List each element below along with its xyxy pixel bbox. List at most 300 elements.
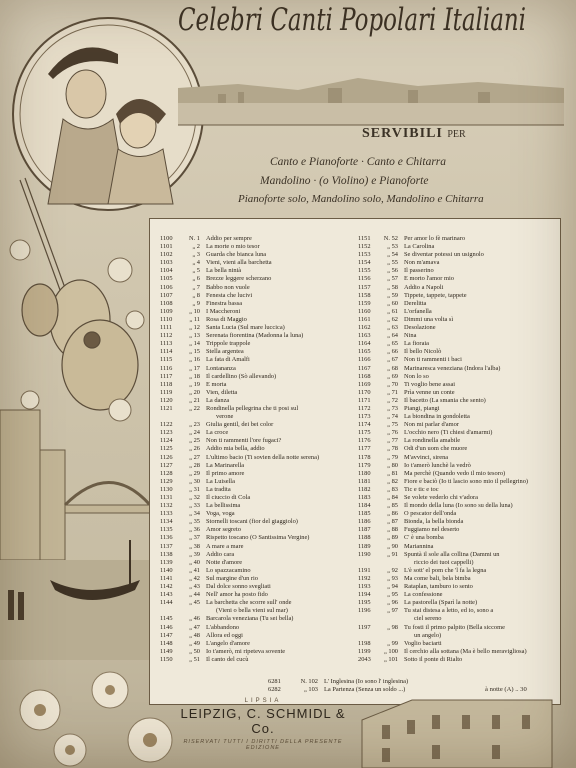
song-title: Ti voglio bene assai bbox=[404, 380, 456, 388]
song-title: (Vieni o bella vieni sul mar) bbox=[216, 607, 288, 615]
song-title: C' è una bomba bbox=[404, 534, 444, 542]
song-row bbox=[358, 470, 556, 478]
song-row bbox=[358, 243, 556, 251]
song-title: Il ciuccio di Cola bbox=[206, 494, 251, 501]
song-title: Guarda che bianca luna bbox=[206, 251, 267, 259]
song-number: „ 9 bbox=[192, 299, 200, 307]
catalog-number: 1166 bbox=[358, 356, 371, 364]
publisher-name: LEIPZIG, C. SCHMIDL & Co. bbox=[180, 706, 346, 736]
song-row bbox=[160, 486, 356, 494]
catalog-number: 1140 bbox=[160, 566, 173, 574]
song-title: La biondina in gondoletta bbox=[404, 413, 470, 421]
catalog-number: 1185 bbox=[358, 510, 371, 518]
song-title: Fuggiamo nel deserto bbox=[404, 526, 460, 534]
song-number: „ 63 bbox=[387, 324, 398, 332]
song-number: „ 44 bbox=[189, 591, 200, 599]
catalog-number: 1117 bbox=[160, 372, 173, 380]
song-number: „ 21 bbox=[189, 396, 200, 404]
song-title: Vieni, vieni alla barchetta bbox=[206, 259, 272, 267]
song-row bbox=[160, 389, 356, 397]
catalog-number: 1139 bbox=[160, 558, 173, 566]
catalog-number: 1156 bbox=[358, 275, 371, 283]
catalog-number: 1182 bbox=[358, 485, 371, 493]
song-number: „ 40 bbox=[189, 558, 200, 566]
song-number: „ 59 bbox=[387, 291, 398, 299]
song-number: „ 77 bbox=[387, 437, 398, 445]
song-row bbox=[160, 478, 356, 486]
song-row bbox=[160, 648, 356, 656]
catalog-number: 1149 bbox=[160, 647, 173, 655]
song-title: Marinaresca veneziana (Indora l'alba) bbox=[404, 364, 501, 372]
song-number: „ 29 bbox=[189, 469, 200, 477]
catalog-number: 1157 bbox=[358, 283, 371, 291]
song-number: „ 73 bbox=[387, 404, 398, 412]
song-row bbox=[358, 429, 556, 437]
catalog-number: 1138 bbox=[160, 550, 173, 558]
song-row bbox=[358, 275, 556, 283]
song-row bbox=[358, 656, 556, 664]
song-title: Per amor lo fè marinaro bbox=[404, 235, 466, 242]
catalog-number: 1147 bbox=[160, 631, 173, 639]
catalog-number: 1114 bbox=[160, 348, 173, 356]
song-number: „ 49 bbox=[189, 639, 200, 647]
catalog-number bbox=[160, 607, 178, 615]
catalog-number: 1151 bbox=[358, 235, 371, 242]
song-title: L'angelo d'amore bbox=[206, 639, 251, 647]
catalog-number: 1129 bbox=[160, 477, 173, 485]
song-row bbox=[160, 559, 356, 567]
catalog-number: 1168 bbox=[358, 372, 371, 380]
song-row bbox=[160, 591, 356, 599]
song-title: La barchetta che scorre sull' onde bbox=[206, 599, 292, 607]
song-number: „ 82 bbox=[387, 477, 398, 485]
song-title: La Carolina bbox=[404, 243, 435, 251]
song-title: La bella ninià bbox=[206, 267, 242, 275]
catalog-number: 1118 bbox=[160, 380, 173, 388]
song-title: Addio cara bbox=[206, 550, 235, 558]
song-row bbox=[358, 462, 556, 470]
song-title: un angelo) bbox=[414, 631, 442, 639]
song-number: „ 37 bbox=[189, 534, 200, 542]
song-number: „ 81 bbox=[387, 469, 398, 477]
song-title: Addio mia bella, addio bbox=[206, 445, 265, 453]
song-number: „ 20 bbox=[189, 388, 200, 396]
song-row bbox=[358, 591, 556, 599]
song-title: Piangi, piangi bbox=[404, 404, 440, 412]
song-row bbox=[358, 478, 556, 486]
song-title: Addio per sempre bbox=[206, 235, 252, 242]
song-number: „ 56 bbox=[387, 267, 398, 275]
catalog-number: 1158 bbox=[358, 291, 371, 299]
song-title: Rataplan, tamburo io sento bbox=[404, 583, 473, 591]
catalog-number: 1154 bbox=[358, 259, 371, 267]
song-title: riccio dei tuoi cappelli) bbox=[414, 558, 474, 566]
catalog-number: 1143 bbox=[160, 591, 173, 599]
song-title: Trippole trappole bbox=[206, 340, 251, 348]
song-number: „ 87 bbox=[387, 518, 398, 526]
song-number: „ 97 bbox=[387, 607, 398, 615]
song-row bbox=[160, 632, 356, 640]
song-row bbox=[358, 624, 556, 632]
song-list-left-column bbox=[160, 235, 356, 664]
song-number: „ 100 bbox=[383, 647, 398, 655]
song-number: „ 39 bbox=[189, 550, 200, 558]
song-number: „ 51 bbox=[189, 655, 200, 663]
song-title: Non ti rammenti i baci bbox=[404, 356, 462, 364]
song-row bbox=[160, 534, 356, 542]
song-title: Santa Lucia (Sul mare luccica) bbox=[206, 324, 285, 332]
page-title: Celebri Canti Popolari Italiani bbox=[178, 2, 527, 38]
catalog-number: 1153 bbox=[358, 251, 371, 259]
catalog-number: 1137 bbox=[160, 542, 173, 550]
catalog-number: 1160 bbox=[358, 307, 371, 315]
song-title: Babbo non vuole bbox=[206, 283, 250, 291]
catalog-number: 1144 bbox=[160, 599, 173, 607]
song-number: „ 98 bbox=[387, 623, 398, 631]
song-row bbox=[160, 251, 356, 259]
song-title: La confessione bbox=[404, 591, 443, 599]
publisher-block bbox=[168, 698, 358, 751]
song-row bbox=[358, 599, 556, 607]
song-number: „ 65 bbox=[387, 340, 398, 348]
song-title: Sul margine d'un rio bbox=[206, 574, 258, 582]
catalog-number: 1100 bbox=[160, 235, 173, 242]
song-title: Nina bbox=[404, 332, 417, 340]
song-row bbox=[358, 454, 556, 462]
song-row bbox=[160, 413, 356, 421]
song-row bbox=[358, 551, 556, 559]
song-title: Dimmi una volta sì bbox=[404, 315, 454, 323]
catalog-number: 1165 bbox=[358, 348, 371, 356]
song-title: Odi d'un uom che muore bbox=[404, 445, 468, 453]
song-title: Desolazione bbox=[404, 324, 436, 332]
song-row bbox=[358, 267, 556, 275]
song-row bbox=[160, 462, 356, 470]
song-number: „ 66 bbox=[387, 348, 398, 356]
catalog-number: 1194 bbox=[358, 591, 371, 599]
song-row bbox=[358, 486, 556, 494]
catalog-number: 1193 bbox=[358, 583, 371, 591]
catalog-number bbox=[358, 632, 376, 640]
catalog-number: 1134 bbox=[160, 518, 173, 526]
palazzo-illustration bbox=[352, 690, 562, 768]
song-number bbox=[376, 559, 404, 567]
song-title: L'è sott' el pom che 'l fa la legna bbox=[404, 566, 487, 574]
catalog-number: 1163 bbox=[358, 332, 371, 340]
song-title: Tu stai distesa a letto, ed io, sono a bbox=[404, 607, 494, 615]
servibili-heading bbox=[362, 126, 466, 142]
catalog-number: 1167 bbox=[358, 364, 371, 372]
song-number: „ 4 bbox=[192, 259, 200, 267]
song-number: „ 30 bbox=[189, 477, 200, 485]
song-number: „ 71 bbox=[387, 388, 398, 396]
catalog-number: 1124 bbox=[160, 437, 173, 445]
song-row bbox=[358, 632, 556, 640]
song-row bbox=[160, 615, 356, 623]
catalog-number: 1127 bbox=[160, 461, 173, 469]
song-row bbox=[160, 502, 356, 510]
catalog-number: 1169 bbox=[358, 380, 371, 388]
catalog-number: 1132 bbox=[160, 502, 173, 510]
song-number: „ 96 bbox=[387, 599, 398, 607]
song-title: Finestra bassa bbox=[206, 299, 243, 307]
song-title: Il cardellino (Sò allevando) bbox=[206, 372, 277, 380]
song-title: L'abbandono bbox=[206, 623, 240, 631]
song-row bbox=[358, 300, 556, 308]
song-row bbox=[358, 543, 556, 551]
song-number: „ 50 bbox=[189, 647, 200, 655]
song-title: Tu fosti il primo palpito (Bella siccome bbox=[404, 623, 505, 631]
arrangement-line-2: Mandolino · (o Violino) e Pianoforte bbox=[260, 175, 429, 187]
catalog-number: 1106 bbox=[160, 283, 173, 291]
song-title: Spuntà il sole alla collina (Dammi un bbox=[404, 550, 500, 558]
catalog-number: 1101 bbox=[160, 243, 173, 251]
song-row bbox=[358, 518, 556, 526]
catalog-number: 1131 bbox=[160, 494, 173, 501]
song-title: Serenata fiorentina (Madonna la luna) bbox=[206, 332, 304, 340]
song-number: „ 64 bbox=[387, 332, 398, 340]
song-list-panel bbox=[149, 218, 561, 705]
catalog-number: 1115 bbox=[160, 356, 173, 364]
catalog-number: 1130 bbox=[160, 485, 173, 493]
catalog-number: 1196 bbox=[358, 607, 371, 615]
song-number: „ 58 bbox=[387, 283, 398, 291]
song-number: „ 23 bbox=[189, 421, 200, 429]
song-title: Ma come bali, bela bimba bbox=[404, 574, 471, 582]
song-title: Il bello Nicolò bbox=[404, 348, 442, 356]
song-row bbox=[358, 567, 556, 575]
song-row bbox=[358, 648, 556, 656]
per-label: PER bbox=[447, 129, 466, 140]
song-number: „ 31 bbox=[189, 485, 200, 493]
song-number bbox=[376, 615, 404, 623]
catalog-number: 1102 bbox=[160, 251, 173, 259]
song-row bbox=[358, 332, 556, 340]
song-number: „ 33 bbox=[189, 502, 200, 510]
song-number: N. 1 bbox=[188, 235, 200, 242]
song-row bbox=[160, 551, 356, 559]
catalog-number: 1113 bbox=[160, 340, 173, 348]
song-row bbox=[358, 308, 556, 316]
song-number: „ 61 bbox=[387, 307, 398, 315]
song-number: „ 80 bbox=[387, 461, 398, 469]
catalog-number: 1112 bbox=[160, 332, 173, 340]
song-title: La fata di Amalfi bbox=[206, 356, 250, 364]
song-row bbox=[358, 534, 556, 542]
catalog-number: 1128 bbox=[160, 469, 173, 477]
song-row bbox=[160, 308, 356, 316]
servibili-label: SERVIBILI bbox=[362, 126, 443, 141]
song-number: „ 25 bbox=[189, 437, 200, 445]
song-row bbox=[160, 332, 356, 340]
song-row bbox=[160, 405, 356, 413]
song-title: Il passerino bbox=[404, 267, 434, 275]
catalog-number: 1110 bbox=[160, 315, 173, 323]
song-number: „ 6 bbox=[192, 275, 200, 283]
song-title: E morto l'amor mio bbox=[404, 275, 454, 283]
catalog-number: 1125 bbox=[160, 445, 173, 453]
song-number: „ 69 bbox=[387, 372, 398, 380]
song-number: „ 26 bbox=[189, 445, 200, 453]
song-row bbox=[160, 575, 356, 583]
catalog-number: 1179 bbox=[358, 461, 371, 469]
song-row bbox=[358, 373, 556, 381]
song-number: „ 41 bbox=[189, 566, 200, 574]
song-title: verone bbox=[216, 413, 234, 421]
song-row bbox=[160, 526, 356, 534]
song-number: „ 47 bbox=[189, 623, 200, 631]
song-title: L'orfanella bbox=[404, 307, 432, 315]
catalog-number: 1142 bbox=[160, 583, 173, 591]
catalog-number bbox=[160, 413, 178, 421]
song-row bbox=[358, 445, 556, 453]
catalog-number: 1148 bbox=[160, 639, 173, 647]
song-row bbox=[160, 235, 356, 243]
song-row bbox=[358, 640, 556, 648]
song-row bbox=[160, 599, 356, 607]
catalog-number: 1116 bbox=[160, 364, 173, 372]
song-row bbox=[358, 381, 556, 389]
song-title: Barcarola veneziana (Tu sei bella) bbox=[206, 615, 294, 623]
song-row bbox=[160, 518, 356, 526]
song-number: „ 79 bbox=[387, 453, 398, 461]
song-number: „ 32 bbox=[189, 494, 200, 501]
song-title: Allora ed oggi bbox=[206, 631, 243, 639]
song-row bbox=[160, 365, 356, 373]
catalog-number: 1108 bbox=[160, 299, 173, 307]
catalog-number: 1164 bbox=[358, 340, 371, 348]
catalog-number: 1192 bbox=[358, 574, 371, 582]
song-row bbox=[160, 267, 356, 275]
song-row bbox=[160, 397, 356, 405]
song-title: Se diventar potessi un usignolo bbox=[404, 251, 484, 259]
song-title: A mare a mare bbox=[206, 542, 244, 550]
catalog-number: 1198 bbox=[358, 639, 371, 647]
catalog-number: 1181 bbox=[358, 477, 371, 485]
song-number: „ 11 bbox=[189, 315, 200, 323]
song-title: Ma perchè (Quando vedo il mio tesoro) bbox=[404, 469, 506, 477]
song-number bbox=[178, 607, 206, 615]
song-number: „ 13 bbox=[189, 332, 200, 340]
song-row bbox=[160, 607, 356, 615]
song-row bbox=[358, 559, 556, 567]
song-row bbox=[160, 284, 356, 292]
song-title: Brezze leggere scherzano bbox=[206, 275, 272, 283]
song-number bbox=[376, 632, 404, 640]
song-number: „ 99 bbox=[387, 639, 398, 647]
catalog-number: 1103 bbox=[160, 259, 173, 267]
song-title: Bionda, la bella bionda bbox=[404, 518, 464, 526]
catalog-number: 1159 bbox=[358, 299, 371, 307]
catalog-number: 1141 bbox=[160, 574, 173, 582]
song-number: „ 57 bbox=[387, 275, 398, 283]
song-title: L'occhio nero (Ti chiesi d'amarmi) bbox=[404, 429, 493, 437]
song-row bbox=[160, 624, 356, 632]
catalog-number: 1191 bbox=[358, 566, 371, 574]
song-number: „ 101 bbox=[383, 655, 398, 663]
song-number: „ 78 bbox=[387, 445, 398, 453]
publisher-rights: RISERVATI TUTTI I DIRITTI DELLA PRESENTE EDIZIONE bbox=[183, 739, 343, 751]
catalog-number: 1111 bbox=[160, 324, 173, 332]
catalog-number: 1135 bbox=[160, 526, 173, 534]
catalog-number: 1178 bbox=[358, 453, 371, 461]
song-title: Il mondo della luna (Io sono su della luna) bbox=[404, 502, 513, 510]
song-number: „ 70 bbox=[387, 380, 398, 388]
catalog-number: 1109 bbox=[160, 307, 173, 315]
song-title: Sotto il ponte di Rialto bbox=[404, 655, 463, 663]
catalog-number: 1155 bbox=[358, 267, 371, 275]
song-number: „ 45 bbox=[189, 599, 200, 607]
song-number bbox=[178, 413, 206, 421]
song-number: „ 48 bbox=[189, 631, 200, 639]
catalog-number: 1174 bbox=[358, 421, 371, 429]
song-title: Io t'amerò lunchè la vedrò bbox=[404, 461, 471, 469]
song-number: „ 55 bbox=[387, 259, 398, 267]
song-title: Notte d'amore bbox=[206, 558, 243, 566]
song-number: „ 17 bbox=[189, 364, 200, 372]
catalog-number: 1176 bbox=[358, 437, 371, 445]
song-title: Non lo so bbox=[404, 372, 429, 380]
song-number: „ 75 bbox=[387, 421, 398, 429]
song-row bbox=[160, 454, 356, 462]
song-row bbox=[160, 567, 356, 575]
catalog-number: 1126 bbox=[160, 453, 173, 461]
song-number: „ 28 bbox=[189, 461, 200, 469]
song-title: L'ultimo bacio (Ti sovien della notte serena) bbox=[206, 453, 320, 461]
song-number: „ 72 bbox=[387, 396, 398, 404]
song-title: Amor segreto bbox=[206, 526, 241, 534]
catalog-number: 1170 bbox=[358, 388, 371, 396]
song-number: „ 92 bbox=[387, 566, 398, 574]
catalog-number: 1180 bbox=[358, 469, 371, 477]
song-number: „ 83 bbox=[387, 485, 398, 493]
song-row bbox=[160, 381, 356, 389]
song-number: N. 52 bbox=[383, 235, 398, 242]
song-title: Voga, voga bbox=[206, 510, 235, 518]
song-row bbox=[160, 316, 356, 324]
catalog-number: 1105 bbox=[160, 275, 173, 283]
song-number: „ 67 bbox=[387, 356, 398, 364]
price-note: à notte (A) .. 30 bbox=[485, 686, 527, 693]
song-title: Stella argentea bbox=[206, 348, 244, 356]
song-title: La fioraia bbox=[404, 340, 430, 348]
song-row bbox=[160, 470, 356, 478]
catalog-number: 1197 bbox=[358, 623, 371, 631]
catalog-number: 1150 bbox=[160, 655, 173, 663]
song-row bbox=[358, 502, 556, 510]
arrangement-line-1: Canto e Pianoforte · Canto e Chitarra bbox=[270, 156, 447, 168]
song-number: „ 103 bbox=[303, 686, 318, 694]
catalog-number: 1175 bbox=[358, 429, 371, 437]
song-number: „ 8 bbox=[192, 291, 200, 299]
song-row bbox=[358, 583, 556, 591]
arrangement-line-3: Pianoforte solo, Mandolino solo, Mandolino e Chitarra bbox=[238, 193, 484, 205]
song-number: „ 3 bbox=[192, 251, 200, 259]
catalog-number: 1186 bbox=[358, 518, 371, 526]
song-row bbox=[358, 292, 556, 300]
song-title: Giulia gentil, dei bei color bbox=[206, 421, 274, 429]
publisher-place: LIPSIA bbox=[244, 698, 282, 704]
song-row bbox=[160, 324, 356, 332]
song-number: „ 19 bbox=[189, 380, 200, 388]
song-title: Dal dolce sonno svegliati bbox=[206, 583, 271, 591]
song-list-right-column bbox=[358, 235, 556, 664]
song-number: „ 84 bbox=[387, 494, 398, 501]
song-number: „ 12 bbox=[189, 324, 200, 332]
song-row bbox=[160, 421, 356, 429]
song-number: „ 38 bbox=[189, 542, 200, 550]
song-number: „ 60 bbox=[387, 299, 398, 307]
